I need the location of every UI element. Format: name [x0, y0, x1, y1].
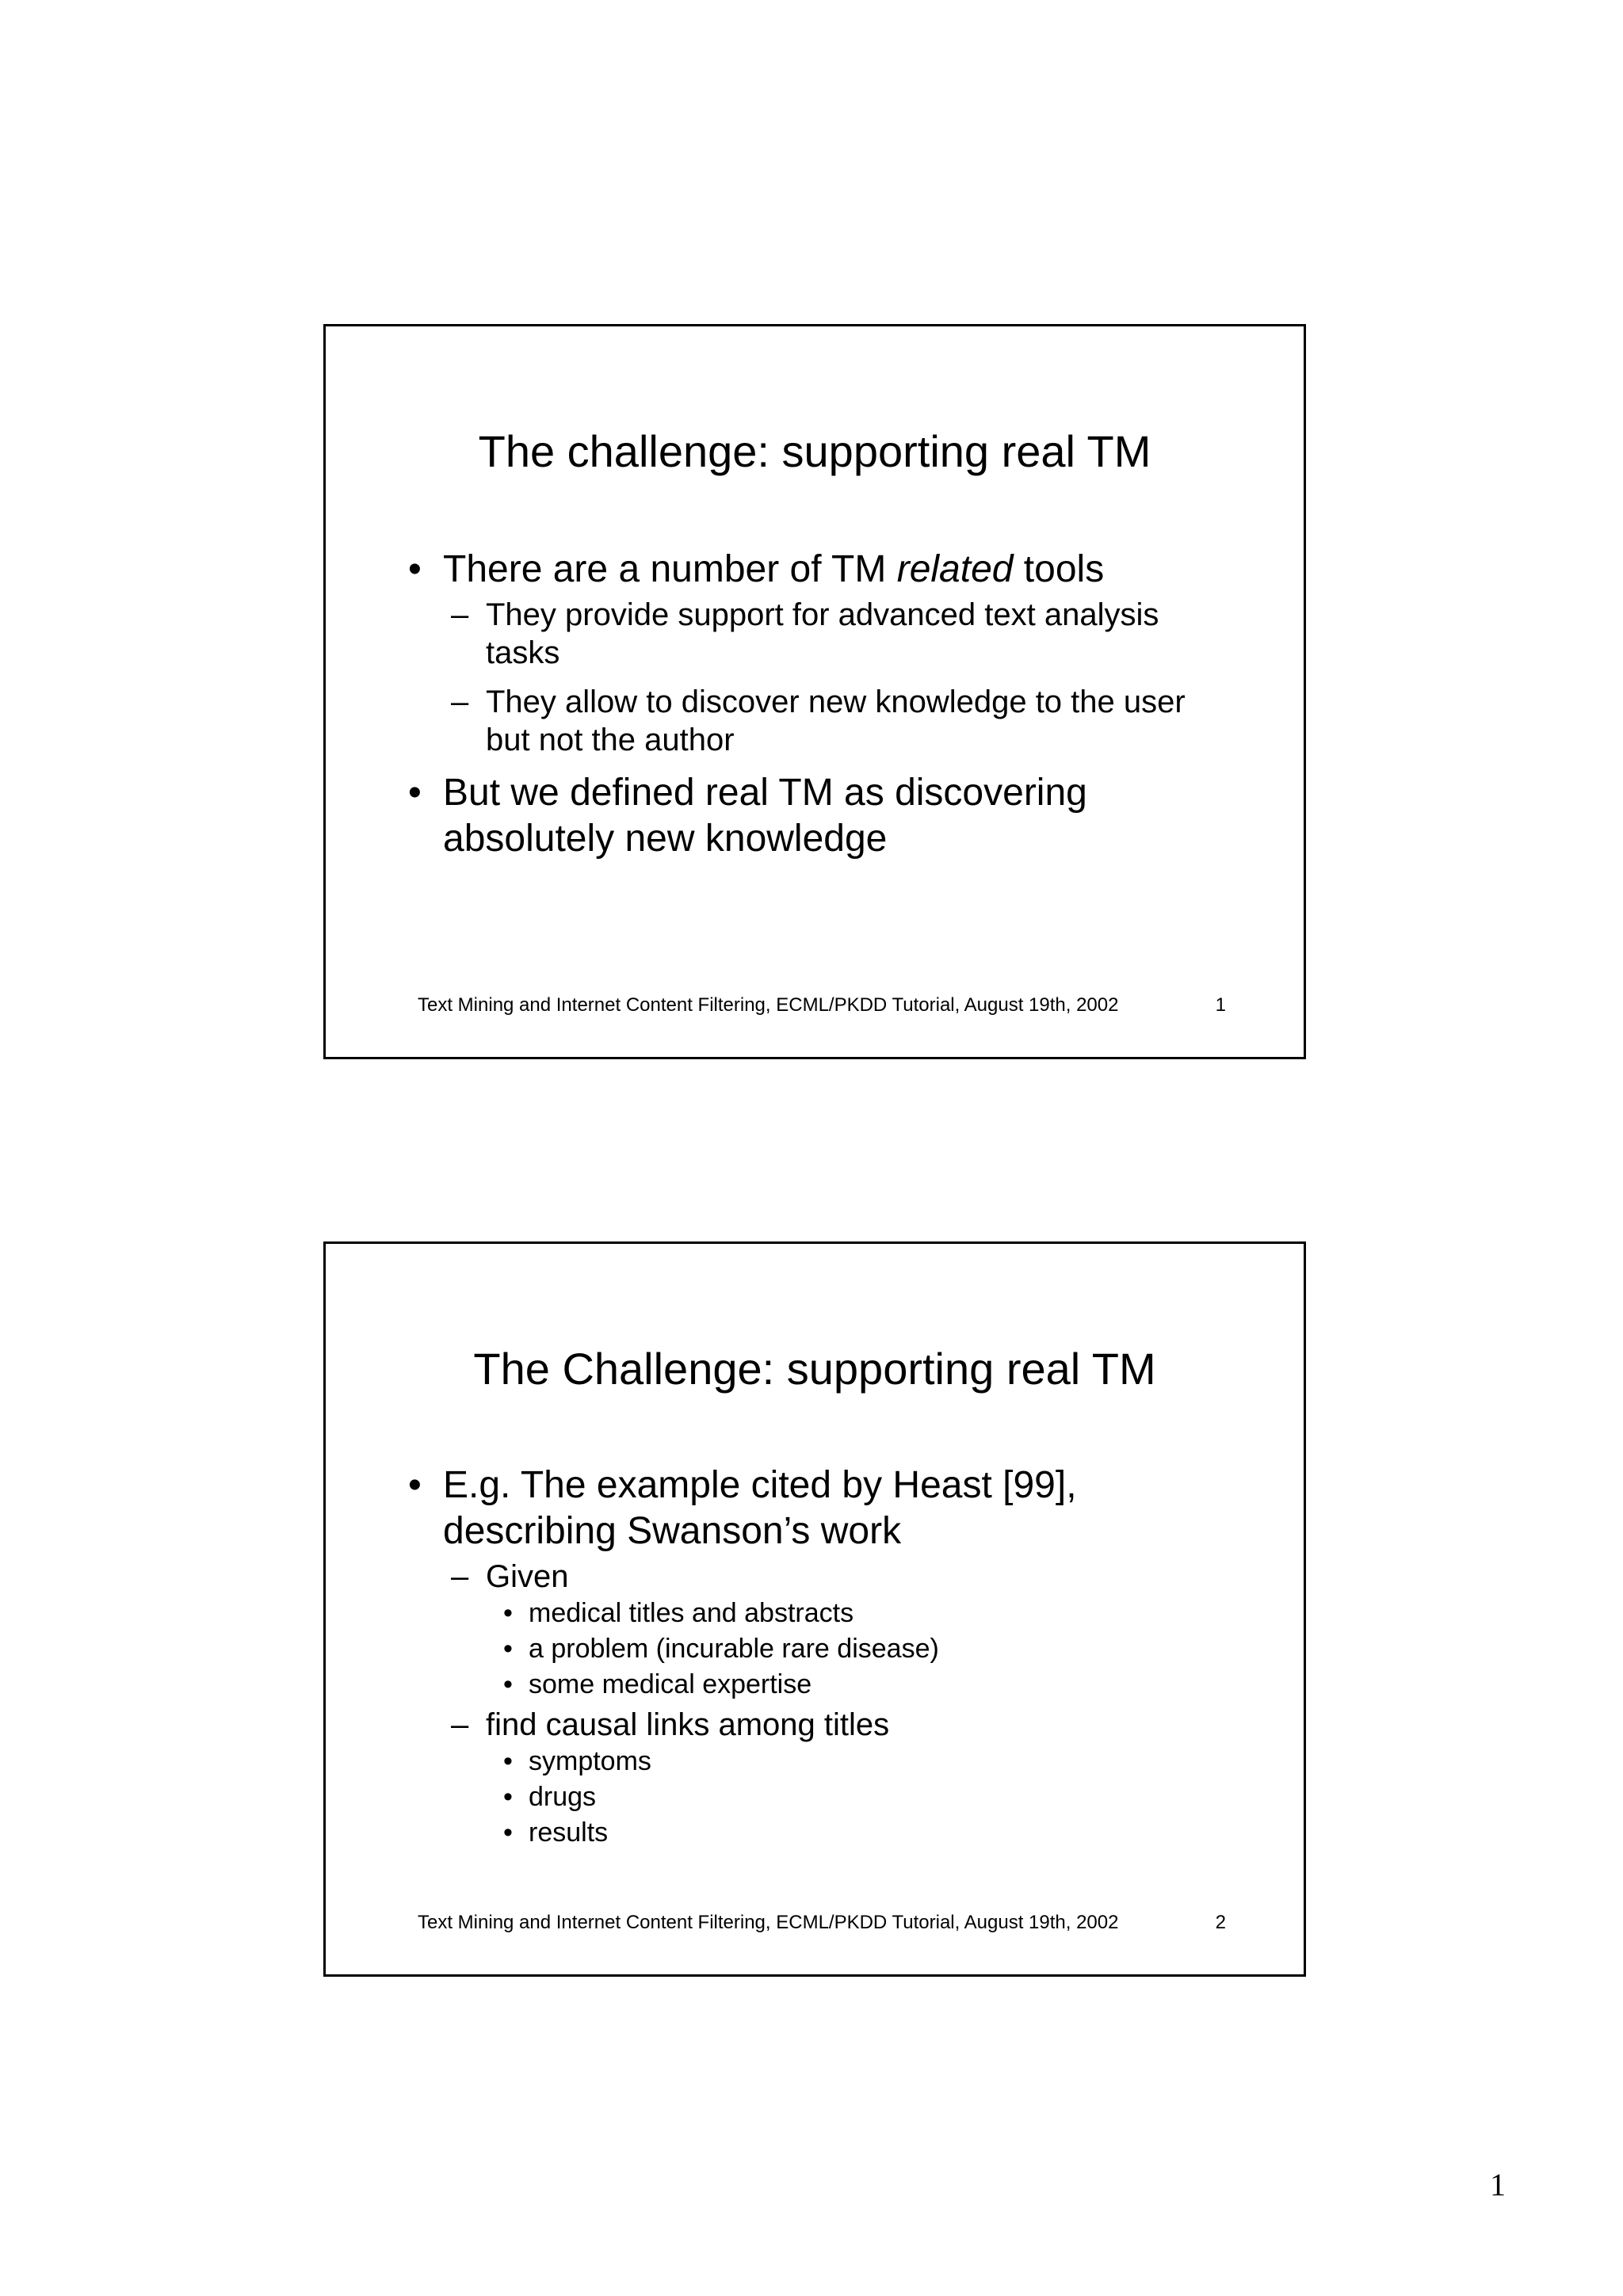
sub-bullet-item: [408, 1558, 1224, 1596]
dash-mark: –: [451, 1707, 469, 1742]
sub-bullet-item: [408, 683, 1224, 759]
slide-number: 1: [1215, 994, 1226, 1016]
footer-text: Text Mining and Internet Content Filtering, ECML/PKDD Tutorial, August 19th, 2002: [418, 994, 1119, 1016]
bullet-text: But we defined real TM as discovering absolutely new knowledge: [443, 772, 1087, 860]
page-number: 1: [1490, 2167, 1506, 2203]
dash-mark: –: [451, 1559, 469, 1594]
bullet-item: [408, 1463, 1224, 1554]
footer-text: Text Mining and Internet Content Filtering, ECML/PKDD Tutorial, August 19th, 2002: [418, 1912, 1119, 1933]
sub-sub-bullet-text: a problem (incurable rare disease): [529, 1634, 939, 1664]
sub-bullet-text: Given: [486, 1559, 569, 1594]
bullet-item: [408, 770, 1224, 862]
slide-title: The Challenge: supporting real TM: [473, 1344, 1156, 1394]
bullet-mark: •: [408, 548, 422, 590]
sub-sub-bullet-item: [408, 1596, 1224, 1631]
sub-sub-bullet-text: medical titles and abstracts: [529, 1598, 854, 1628]
sub-sub-bullet-item: [408, 1815, 1224, 1851]
slide-content: [408, 547, 1224, 862]
slide-2: [323, 1241, 1306, 1977]
sub-bullet-item: [408, 1706, 1224, 1744]
sub-sub-bullet-text: results: [529, 1817, 609, 1848]
bullet-mark: •: [408, 1464, 422, 1506]
bullet-mark: •: [503, 1598, 513, 1628]
bullet-item: [408, 547, 1224, 593]
slide-footer: [418, 1912, 1226, 1934]
dash-mark: –: [451, 685, 469, 719]
sub-sub-bullet-item: [408, 1631, 1224, 1667]
bullet-emphasis: related: [896, 548, 1014, 590]
slide-content: [408, 1463, 1224, 1851]
slide-number: 2: [1215, 1912, 1226, 1933]
sub-sub-bullet-item: [408, 1744, 1224, 1779]
bullet-mark: •: [503, 1746, 513, 1776]
bullet-text: tools: [1013, 548, 1105, 590]
sub-sub-bullet-item: [408, 1667, 1224, 1703]
bullet-text: E.g. The example cited by Heast [99], describing Swanson’s work: [443, 1464, 1077, 1552]
sub-sub-bullet-item: [408, 1779, 1224, 1815]
sub-sub-bullet-text: symptoms: [529, 1746, 651, 1776]
bullet-mark: •: [408, 772, 422, 814]
dash-mark: –: [451, 597, 469, 632]
bullet-text: There are a number of TM: [443, 548, 897, 590]
bullet-mark: •: [503, 1634, 513, 1664]
sub-bullet-text: They allow to discover new knowledge to the user but not the author: [486, 685, 1186, 757]
sub-sub-bullet-text: some medical expertise: [529, 1669, 812, 1699]
sub-bullet-item: [408, 596, 1224, 672]
sub-sub-bullet-text: drugs: [529, 1782, 597, 1812]
sub-bullet-text: find causal links among titles: [486, 1707, 890, 1742]
slide-title: The challenge: supporting real TM: [478, 426, 1151, 476]
bullet-mark: •: [503, 1669, 513, 1699]
bullet-mark: •: [503, 1782, 513, 1812]
slide-footer: [418, 994, 1226, 1016]
slide-1: [323, 324, 1306, 1059]
bullet-mark: •: [503, 1817, 513, 1848]
sub-bullet-text: They provide support for advanced text analysis tasks: [486, 597, 1159, 670]
